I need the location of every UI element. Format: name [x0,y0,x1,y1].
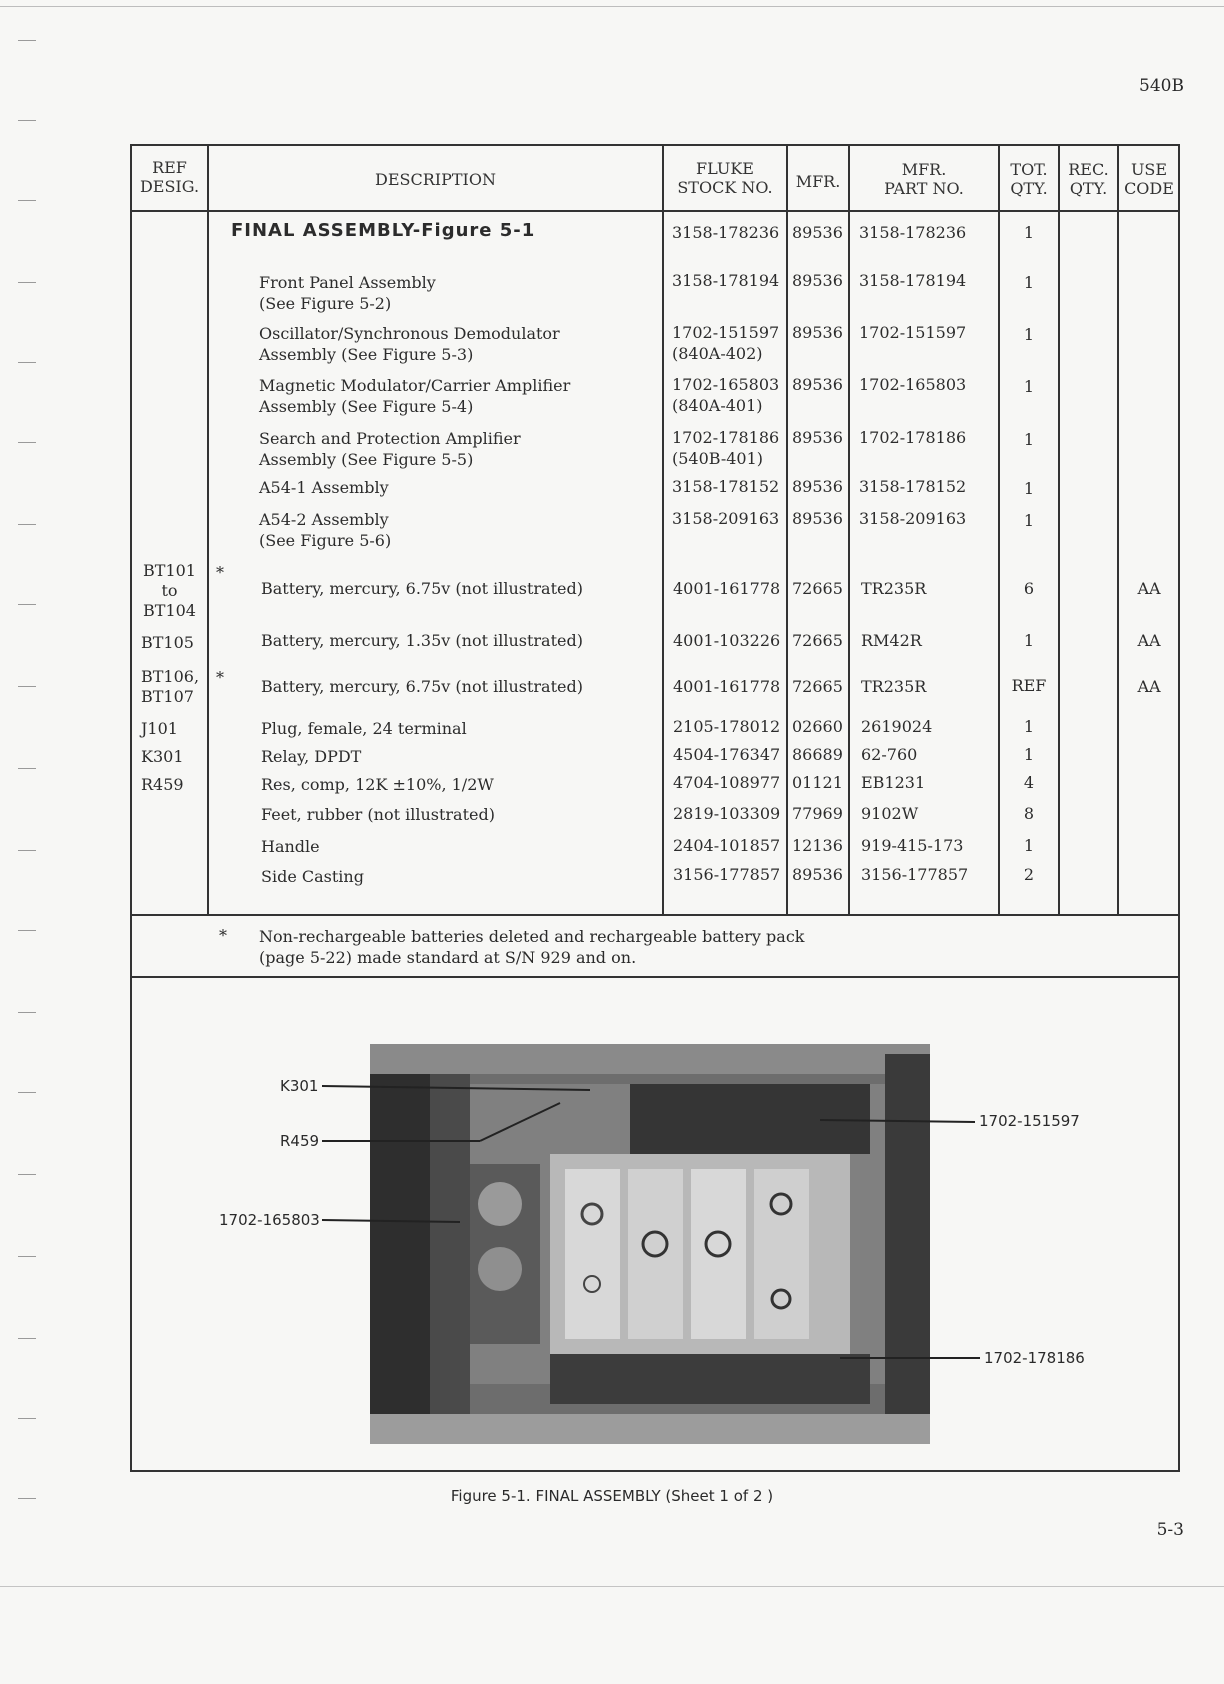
row-ref-desig: K301 [141,747,184,766]
row-mfr: 89536 [792,865,843,884]
row-part-no: 62-760 [861,745,918,764]
row-part-no: 3156-177857 [861,865,969,884]
row-stock-no: 2819-103309 [673,804,781,823]
model-number: 540B [1139,76,1184,96]
callout-r459: R459 [280,1132,320,1150]
row-tot-qty: 1 [1023,430,1035,449]
row-tot-qty: 1 [1023,223,1035,242]
row-ref-desig: J101 [141,719,178,738]
header-mfr-part-no: MFR. PART NO. [884,160,964,198]
row-description: Assembly (See Figure 5-5) [259,450,474,469]
row-description: Plug, female, 24 terminal [261,719,467,738]
header-tot-qty: TOT. QTY. [1010,160,1048,198]
row-stock-no: 4704-108977 [673,773,781,792]
row-stock-alt: (840A-402) [672,344,763,363]
row-stock-no: 4504-176347 [673,745,781,764]
row-tot-qty: 6 [1023,579,1035,598]
row-tot-qty: 1 [1023,836,1035,855]
row-description: Battery, mercury, 6.75v (not illustrated) [261,677,583,696]
row-description: (See Figure 5-2) [259,294,392,313]
row-stock-no: 3158-178236 [672,223,780,242]
row-part-no: TR235R [861,579,927,598]
row-tot-qty: 8 [1023,804,1035,823]
row-tot-qty: 1 [1023,717,1035,736]
row-mfr: 72665 [792,579,843,598]
row-description: A54-2 Assembly [259,510,389,529]
header-mfr: MFR. [795,172,841,191]
row-mfr: 01121 [792,773,843,792]
callout-1702-178186: 1702-178186 [984,1349,1085,1367]
row-mfr: 89536 [792,323,843,342]
row-stock-no: 4001-103226 [673,631,781,650]
row-mfr: 89536 [792,223,843,242]
row-mfr: 77969 [792,804,843,823]
row-ref-desig: BT104 [143,601,196,620]
leader-r459-bend [480,1103,560,1141]
row-ref-desig: BT105 [141,633,194,652]
row-part-no: EB1231 [861,773,926,792]
row-description: Front Panel Assembly [259,273,436,292]
row-description: Relay, DPDT [261,747,362,766]
row-part-no: 2619024 [861,717,933,736]
row-stock-no: 2105-178012 [673,717,781,736]
row-tot-qty: 1 [1023,479,1035,498]
row-description: Side Casting [261,867,364,886]
row-mfr: 89536 [792,509,843,528]
callout-1702-165803: 1702-165803 [219,1211,320,1229]
row-mfr: 89536 [792,428,843,447]
row-description: Battery, mercury, 1.35v (not illustrated) [261,631,583,650]
header-fluke-stock-no: FLUKE STOCK NO. [677,159,773,197]
footnote-line: (page 5-22) made standard at S/N 929 and on. [259,948,637,967]
row-use-code: AA [1137,677,1161,696]
row-description: Handle [261,837,320,856]
row-tot-qty: REF [1011,676,1047,695]
row-star: * [216,668,224,687]
row-stock-alt: (840A-401) [672,396,763,415]
header-rec-qty: REC. QTY. [1068,160,1109,198]
header-use-code: USE CODE [1124,160,1174,198]
callout-k301: K301 [280,1077,319,1095]
page-number: 5-3 [1156,1520,1184,1540]
row-ref-desig: BT107 [141,687,194,706]
row-part-no: 1702-151597 [859,323,967,342]
row-use-code: AA [1137,579,1161,598]
row-description: FINAL ASSEMBLY-Figure 5-1 [231,220,536,241]
header-ref-desig: REF DESIG. [139,158,200,196]
row-description: Assembly (See Figure 5-3) [259,345,474,364]
row-part-no: 919-415-173 [861,836,964,855]
row-stock-no: 2404-101857 [673,836,781,855]
row-tot-qty: 1 [1023,631,1035,650]
row-part-no: 3158-209163 [859,509,967,528]
row-description: A54-1 Assembly [259,478,389,497]
row-mfr: 72665 [792,677,843,696]
row-tot-qty: 1 [1023,325,1035,344]
row-tot-qty: 1 [1023,745,1035,764]
leader-1702-165803 [322,1220,460,1222]
row-part-no: 1702-165803 [859,375,967,394]
row-star: * [216,563,224,582]
row-description: Feet, rubber (not illustrated) [261,805,495,824]
row-mfr: 72665 [792,631,843,650]
row-description: Search and Protection Amplifier [259,429,521,448]
row-tot-qty: 1 [1023,377,1035,396]
row-description: Assembly (See Figure 5-4) [259,397,474,416]
row-mfr: 89536 [792,375,843,394]
row-stock-no: 3158-178152 [672,477,780,496]
row-ref-desig: to [161,581,178,600]
row-mfr: 89536 [792,271,843,290]
row-mfr: 89536 [792,477,843,496]
row-tot-qty: 4 [1023,773,1035,792]
row-stock-no: 3156-177857 [673,865,781,884]
row-mfr: 02660 [792,717,843,736]
row-part-no: 3158-178236 [859,223,967,242]
row-part-no: 1702-178186 [859,428,967,447]
row-ref-desig: BT106, [141,667,200,686]
header-description: DESCRIPTION [375,170,496,189]
row-part-no: 3158-178152 [859,477,967,496]
row-stock-no: 1702-165803 [672,375,780,394]
row-stock-no: 4001-161778 [673,677,781,696]
row-description: Magnetic Modulator/Carrier Amplifier [259,376,571,395]
figure-caption: Figure 5-1. FINAL ASSEMBLY (Sheet 1 of 2 ) [450,1487,774,1505]
row-description: Oscillator/Synchronous Demodulator [259,324,560,343]
row-part-no: 9102W [861,804,919,823]
leader-k301 [322,1086,590,1090]
row-tot-qty: 1 [1023,511,1035,530]
row-stock-no: 3158-209163 [672,509,780,528]
row-use-code: AA [1137,631,1161,650]
row-part-no: 3158-178194 [859,271,967,290]
leader-1702-151597 [820,1120,975,1122]
row-part-no: TR235R [861,677,927,696]
row-tot-qty: 1 [1023,273,1035,292]
row-ref-desig: R459 [141,775,184,794]
row-tot-qty: 2 [1023,865,1035,884]
row-mfr: 86689 [792,745,843,764]
row-ref-desig: BT101 [143,561,196,580]
row-part-no: RM42R [861,631,922,650]
callout-1702-151597: 1702-151597 [979,1112,1080,1130]
row-mfr: 12136 [792,836,843,855]
row-stock-no: 1702-178186 [672,428,780,447]
footnote-line: Non-rechargeable batteries deleted and rechargeable battery pack [259,927,805,946]
row-stock-no: 4001-161778 [673,579,781,598]
row-stock-no: 1702-151597 [672,323,780,342]
footnote-star: * [219,926,227,945]
row-stock-no: 3158-178194 [672,271,780,290]
row-description: Battery, mercury, 6.75v (not illustrated) [261,579,583,598]
row-stock-alt: (540B-401) [672,449,764,468]
row-description: (See Figure 5-6) [259,531,392,550]
row-description: Res, comp, 12K ±10%, 1/2W [261,775,494,794]
